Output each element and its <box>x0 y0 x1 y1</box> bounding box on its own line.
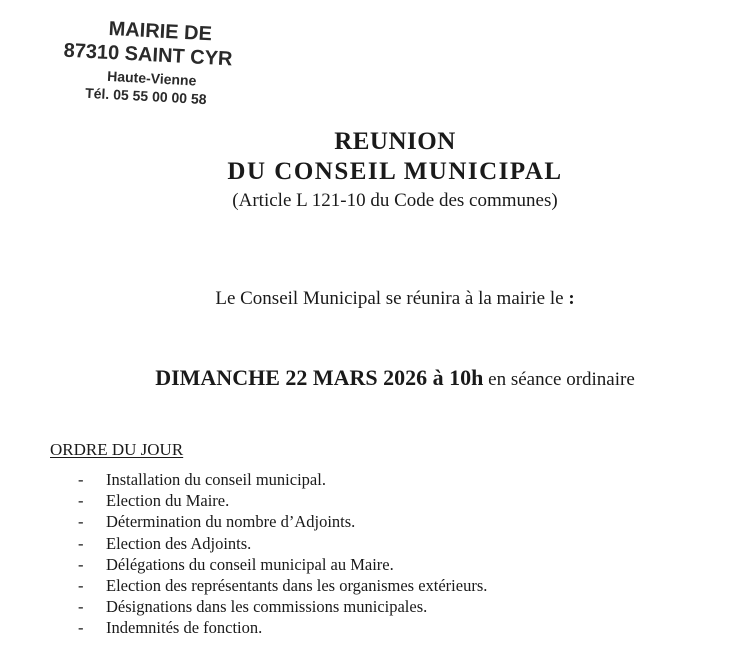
stamp-line-telephone: Tél. 05 55 00 00 58 <box>84 84 207 108</box>
agenda-item-text: Désignations dans les commissions municipales. <box>106 597 428 617</box>
stamp-line-mairie: MAIRIE DE <box>108 17 213 46</box>
mairie-stamp <box>58 15 237 114</box>
agenda-item-text: Détermination du nombre d’Adjoints. <box>106 512 356 532</box>
agenda-list <box>50 469 487 639</box>
agenda-bullet: - <box>78 491 84 511</box>
agenda-item-text: Délégations du conseil municipal au Maire. <box>106 554 394 574</box>
document-title-line1: REUNION <box>334 128 456 155</box>
stamp-line-commune: 87310 SAINT CYR <box>63 39 233 71</box>
agenda-item-text: Election des représentants dans les organismes extérieurs. <box>106 575 488 595</box>
meeting-intro-text: Le Conseil Municipal se réunira à la mairie le <box>215 288 564 309</box>
agenda-item <box>50 596 487 617</box>
agenda-bullet: - <box>78 575 84 595</box>
agenda-bullet: - <box>78 470 84 489</box>
agenda-bullet: - <box>78 512 84 532</box>
agenda-item <box>50 617 487 638</box>
agenda-bullet: - <box>78 554 84 574</box>
agenda-item-text: Election des Adjoints. <box>106 533 252 553</box>
meeting-session-type: en séance ordinaire <box>488 369 635 390</box>
meeting-date-line <box>0 365 745 391</box>
agenda-item <box>50 511 487 532</box>
agenda-item-text: Election du Maire. <box>106 491 230 511</box>
agenda-item <box>50 575 487 596</box>
meeting-intro <box>0 288 745 310</box>
agenda-heading: ORDRE DU JOUR <box>50 440 184 459</box>
agenda-item-text: Indemnités de fonction. <box>106 618 263 638</box>
agenda-bullet: - <box>78 618 84 638</box>
agenda-item <box>50 469 487 490</box>
meeting-intro-colon: : <box>568 288 575 309</box>
agenda-item-text: Installation du conseil municipal. <box>106 470 326 489</box>
meeting-date: DIMANCHE 22 MARS 2026 à 10h <box>155 365 484 390</box>
agenda-bullet: - <box>78 597 84 617</box>
agenda-item <box>50 554 487 575</box>
agenda-item <box>50 490 487 511</box>
stamp-line-departement: Haute-Vienne <box>106 67 197 89</box>
document-title-line2: DU CONSEIL MUNICIPAL <box>227 158 563 185</box>
agenda-item <box>50 533 487 554</box>
agenda-bullet: - <box>78 533 84 553</box>
document-subtitle: (Article L 121-10 du Code des communes) <box>232 190 558 211</box>
